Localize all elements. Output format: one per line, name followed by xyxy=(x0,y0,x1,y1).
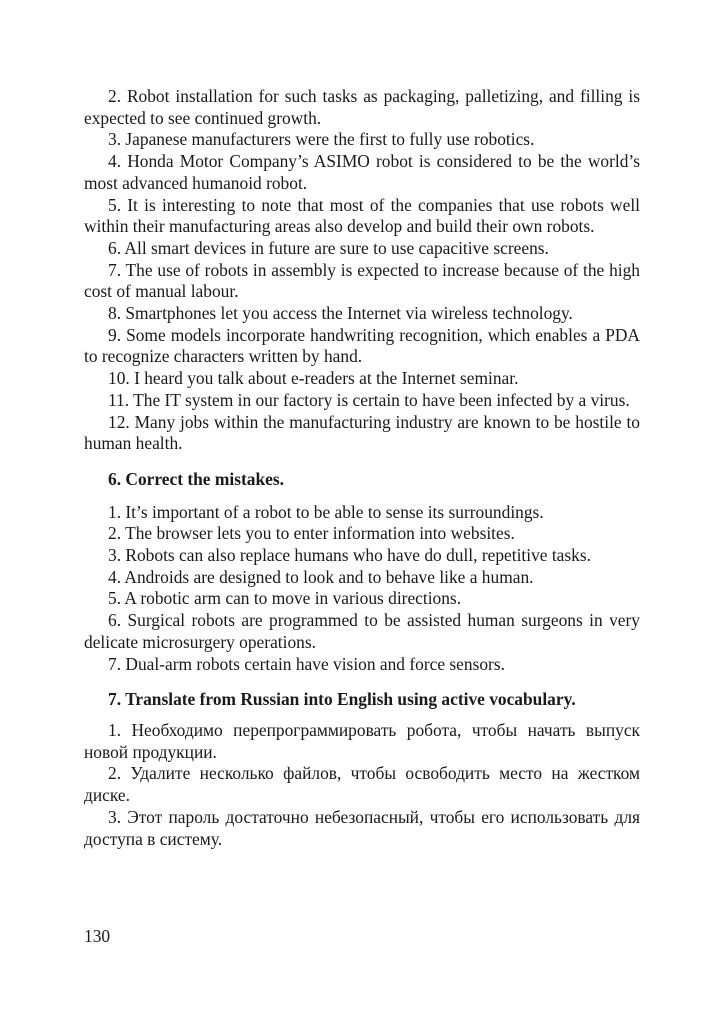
list-item: 2. Robot installation for such tasks as packaging, palletizing, and filling is expected to see continued growth. xyxy=(84,86,640,128)
list-item: 5. A robotic arm can to move in various directions. xyxy=(108,588,462,609)
list-item: 6. Surgical robots are programmed to be assisted human surgeons in very delicate microsurgery operations. xyxy=(84,610,640,652)
list-item: 1. Необходимо перепрограммировать робота, чтобы начать выпуск новой продукции. xyxy=(84,719,640,762)
list-item: 2. The browser lets you to enter information into websites. xyxy=(108,523,515,544)
list-item: 1. It’s important of a robot to be able to sense its surroundings. xyxy=(108,501,544,522)
list-item: 2. Удалите несколько файлов, чтобы освободить место на жестком диске. xyxy=(84,763,640,806)
exercise-7-list xyxy=(84,720,640,850)
list-item: 7. Dual-arm robots certain have vision and force sensors. xyxy=(108,653,505,674)
list-item: 4. Androids are designed to look and to behave like a human. xyxy=(108,566,534,587)
list-item: 9. Some models incorporate handwriting recognition, which enables a PDA to recognize characters written by hand. xyxy=(84,324,640,367)
list-item: 3. Japanese manufacturers were the first to fully use robotics. xyxy=(108,129,535,150)
list-item: 11. The IT system in our factory is certain to have been infected by a virus. xyxy=(108,389,630,410)
list-item: 3. Этот пароль достаточно небезопасный, чтобы его использовать для доступа в систему. xyxy=(84,806,640,849)
list-item: 3. Robots can also replace humans who have do dull, repetitive tasks. xyxy=(108,545,591,566)
page-content xyxy=(84,86,640,850)
list-item: 5. It is interesting to note that most of the companies that use robots well within their manufacturing areas also develop and build their own robots. xyxy=(84,194,640,237)
sentence-list-continued xyxy=(84,86,640,455)
list-item: 10. I heard you talk about e-readers at the Internet seminar. xyxy=(108,368,519,389)
list-item: 6. All smart devices in future are sure to use capacitive screens. xyxy=(108,237,549,258)
list-item: 7. The use of robots in assembly is expected to increase because of the high cost of manual labour. xyxy=(84,259,640,302)
list-item: 8. Smartphones let you access the Internet via wireless technology. xyxy=(108,303,573,324)
list-item: 12. Many jobs within the manufacturing industry are known to be hostile to human health. xyxy=(84,411,640,454)
list-item: 4. Honda Motor Company’s ASIMO robot is considered to be the world’s most advanced humanoid robot. xyxy=(84,151,640,193)
exercise-7-heading: 7. Translate from Russian into English using active vocabulary. xyxy=(108,689,576,710)
page-number: 130 xyxy=(84,926,111,946)
exercise-6-heading: 6. Correct the mistakes. xyxy=(108,468,284,489)
exercise-6-list xyxy=(84,502,640,676)
